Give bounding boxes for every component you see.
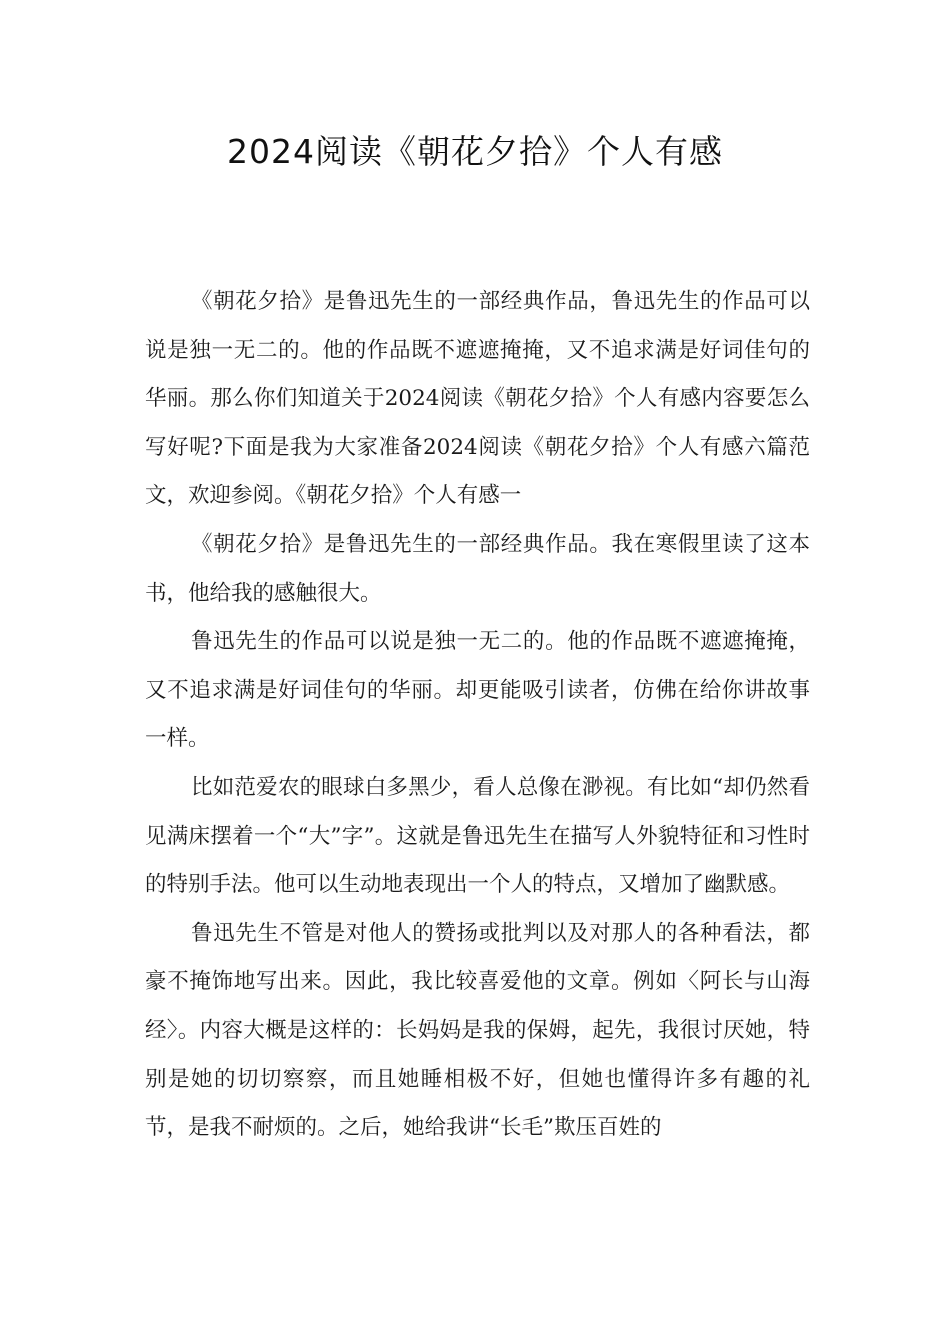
- paragraph: 《朝花夕拾》是鲁迅先生的一部经典作品。我在寒假里读了这本书，他给我的感触很大。: [145, 531, 810, 606]
- paragraph: 比如范爱农的眼球白多黑少，看人总像在渺视。有比如“却仍然看见满床摆着一个“大”字”。这就是鲁迅先生在描写人外貌特征和习性时的特别手法。他可以生动地表现出一个人的特点，又增加了幽默感。: [145, 774, 810, 898]
- document-body: [145, 278, 810, 1153]
- paragraph: 鲁迅先生不管是对他人的赞扬或批判以及对那人的各种看法，都豪不掩饰地写出来。因此，我比较喜爱他的文章。例如〈阿长与山海经〉。内容大概是这样的：长妈妈是我的保姆，起先，我很讨厌她，特别是她的切切察察，而且她睡相极不好，但她也懂得许多有趣的礼节，是我不耐烦的。之后，她给我讲“长毛”欺压百姓的: [145, 920, 810, 1141]
- paragraph: 《朝花夕拾》是鲁迅先生的一部经典作品，鲁迅先生的作品可以说是独一无二的。他的作品既不遮遮掩掩，又不追求满是好词佳句的华丽。那么你们知道关于2024阅读《朝花夕拾》个人有感内容要怎么写好呢?下面是我为大家准备2024阅读《朝花夕拾》个人有感六篇范文，欢迎参阅。《朝花夕拾》个人有感一: [145, 289, 810, 509]
- document-title: 2024阅读《朝花夕拾》个人有感: [227, 132, 723, 171]
- paragraph: 鲁迅先生的作品可以说是独一无二的。他的作品既不遮遮掩掩，又不追求满是好词佳句的华丽。却更能吸引读者，仿佛在给你讲故事一样。: [145, 629, 810, 752]
